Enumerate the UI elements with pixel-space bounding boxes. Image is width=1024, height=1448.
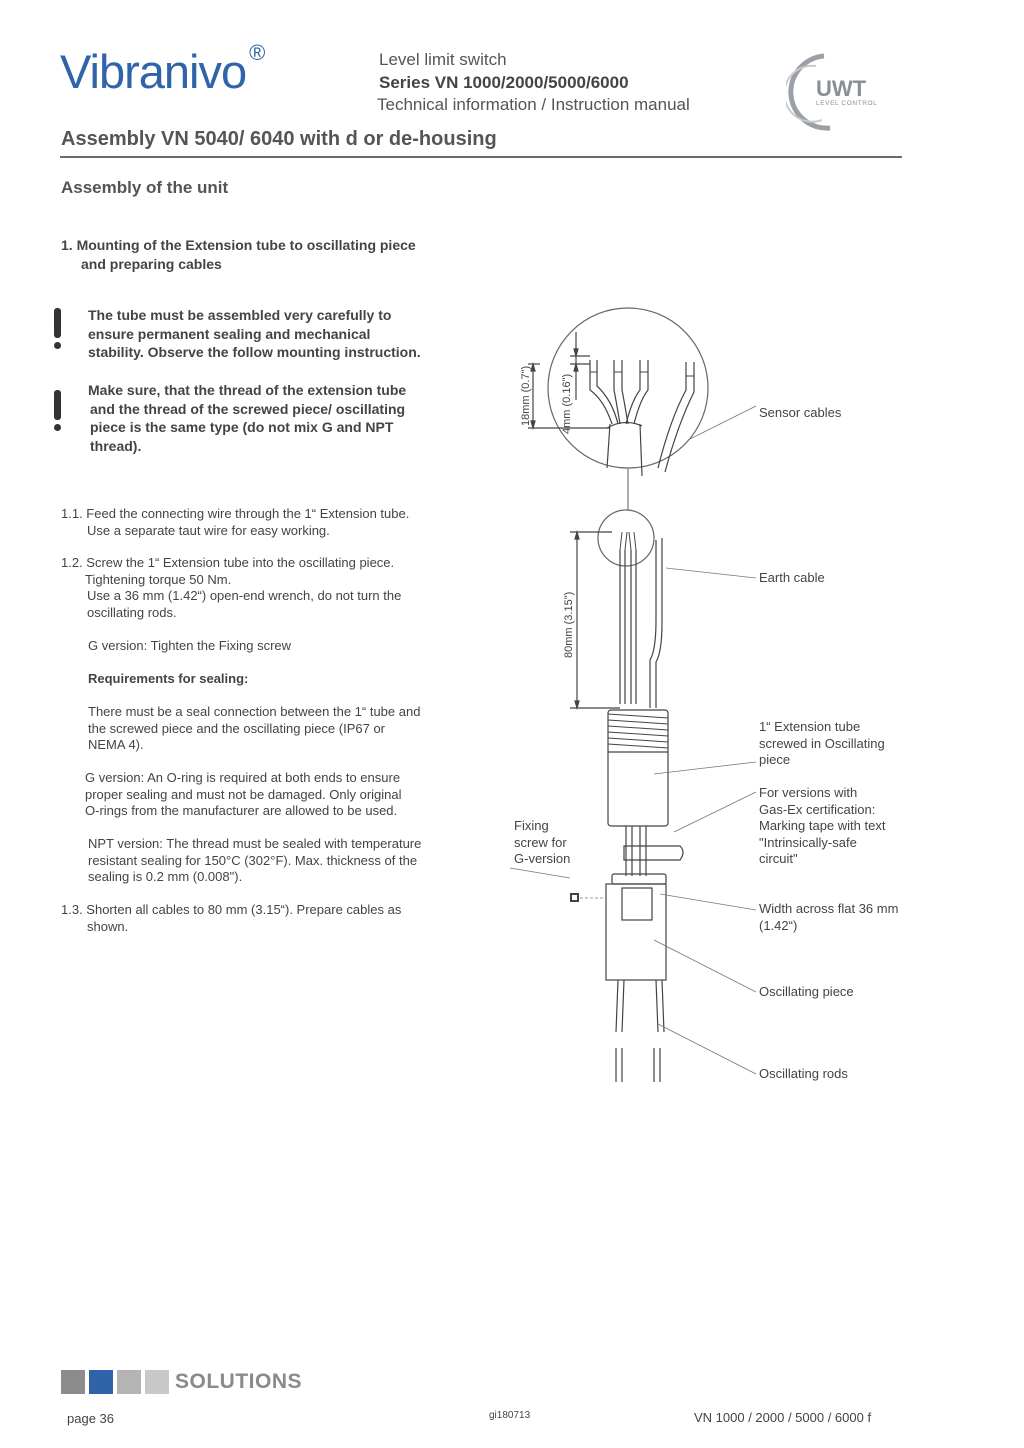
warning-exclamation-icon xyxy=(54,390,61,431)
g-version-oring: G version: An O-ring is required at both ends to ensure proper sealing and must not be damaged. Only original O-rings from the manufacturer are allowed to be used. xyxy=(85,770,402,818)
label-gas-ex: For versions with Gas-Ex certification: Marking tape with text "Intrinsically-safe circuit" xyxy=(759,785,886,866)
header-line-1: Level limit switch xyxy=(379,50,507,69)
header-line-2: Series VN 1000/2000/5000/6000 xyxy=(379,73,629,92)
label-extension-tube: 1“ Extension tube screwed in Oscillating piece xyxy=(759,719,885,767)
osc-rod-right-upper xyxy=(656,980,664,1032)
logo-text: UWT xyxy=(816,76,867,101)
osc-rods-leader xyxy=(658,1024,756,1074)
section-subtitle: Assembly of the unit xyxy=(61,178,229,197)
osc-rod-left-upper xyxy=(616,980,624,1032)
zoom-earth-wire-a xyxy=(658,362,686,468)
label-oscillating-piece: Oscillating piece xyxy=(759,984,854,999)
osc-rod-right-lower xyxy=(654,1048,660,1082)
osc-rod-left-lower xyxy=(616,1048,622,1082)
dim-80mm-label: 80mm (3.15") xyxy=(563,591,575,658)
osc-piece-leader xyxy=(654,940,756,992)
solutions-block-icon xyxy=(117,1370,141,1394)
osc-piece-top-cap xyxy=(612,874,666,884)
oscillating-piece xyxy=(606,884,666,980)
zoom-wire-3 xyxy=(626,360,640,424)
npt-version: NPT version: The thread must be sealed with temperature resistant sealing for 150°C (302°F). Max. thickness of the sealing is 0.2 mm (0.008"). xyxy=(88,836,422,884)
footer-models: VN 1000 / 2000 / 5000 / 6000 f xyxy=(694,1410,872,1425)
label-earth-cable: Earth cable xyxy=(759,570,825,585)
brand-name: Vibranivo ® xyxy=(60,40,265,98)
step-1-1: 1.1. Feed the connecting wire through the 1“ Extension tube. Use a separate taut wire for easy working. xyxy=(61,506,410,538)
g-version-fixing: G version: Tighten the Fixing screw xyxy=(88,638,292,653)
ext-tube-leader xyxy=(654,762,756,774)
label-fixing-screw: Fixing screw for G-version xyxy=(514,818,571,866)
fixing-screw-icon xyxy=(571,894,578,901)
sealing-requirement: There must be a seal connection between the 1“ tube and the screwed piece and the oscillating piece (IP67 or NEMA 4). xyxy=(88,704,421,752)
earth-cable-a xyxy=(650,540,656,708)
registered-mark: ® xyxy=(249,40,265,65)
solutions-block-icon xyxy=(145,1370,169,1394)
step-1-2: 1.2. Screw the 1“ Extension tube into the oscillating piece. Tightening torque 50 Nm. Use a 36 mm (1.42“) open-end wrench, do not turn the oscillating rods. xyxy=(61,555,402,620)
solutions-block-icon xyxy=(89,1370,113,1394)
marking-tape xyxy=(624,846,683,860)
fixing-screw-leader xyxy=(510,868,570,878)
label-oscillating-rods: Oscillating rods xyxy=(759,1066,848,1081)
header-line-3: Technical information / Instruction manual xyxy=(377,95,690,114)
warning-1-text: The tube must be assembled very carefully to ensure permanent sealing and mechanical stability. Observe the follow mounting instruction. xyxy=(88,307,421,360)
zoom-wire-3b xyxy=(634,360,648,424)
uwt-logo xyxy=(786,52,906,132)
tube-thread xyxy=(608,714,668,748)
step-1-3: 1.3. Shorten all cables to 80 mm (3.15“). Prepare cables as shown. xyxy=(61,902,402,934)
zoom-wire-2b xyxy=(622,360,628,424)
page-title: Assembly VN 5040/ 6040 with d or de-housing xyxy=(61,128,497,150)
logo-subtext: LEVEL CONTROL xyxy=(816,100,878,107)
solutions-logo xyxy=(61,1370,302,1394)
dim-18mm-label: 18mm (0.7") xyxy=(520,365,532,426)
label-sensor-cables: Sensor cables xyxy=(759,405,842,420)
width-flat-leader xyxy=(660,894,756,910)
solutions-block-icon xyxy=(61,1370,85,1394)
label-width-flat: Width across flat 36 mm (1.42“) xyxy=(759,901,899,933)
solutions-text: SOLUTIONS xyxy=(175,1370,303,1393)
title-rule xyxy=(60,156,902,158)
page-number: page 36 xyxy=(67,1411,114,1426)
warning-exclamation-icon xyxy=(54,308,61,349)
earth-cable-b xyxy=(656,538,662,708)
fixing-screw-window xyxy=(622,888,652,920)
sealing-requirements-title: Requirements for sealing: xyxy=(88,671,249,686)
document-code: gi180713 xyxy=(489,1410,531,1421)
sensor-cables-bundle xyxy=(620,550,636,704)
zoom-stripped-marks xyxy=(590,372,694,376)
extension-tube xyxy=(608,710,668,826)
earth-cable-leader xyxy=(666,568,756,578)
assembly-diagram xyxy=(500,300,940,1100)
dim-4mm-label: 4mm (0.16") xyxy=(561,373,573,434)
warning-2-text: Make sure, that the thread of the extension tube and the thread of the screwed piece/ oscillating piece is the same type (do not mix G and NPT thread). xyxy=(88,382,407,454)
sensor-cables-leader xyxy=(688,406,756,440)
zoom-earth-wire-b xyxy=(665,362,694,472)
section-1-heading: 1. Mounting of the Extension tube to oscillating piece and preparing cables xyxy=(61,237,416,272)
zoom-wire-1 xyxy=(590,360,612,424)
gas-ex-leader xyxy=(674,792,756,832)
